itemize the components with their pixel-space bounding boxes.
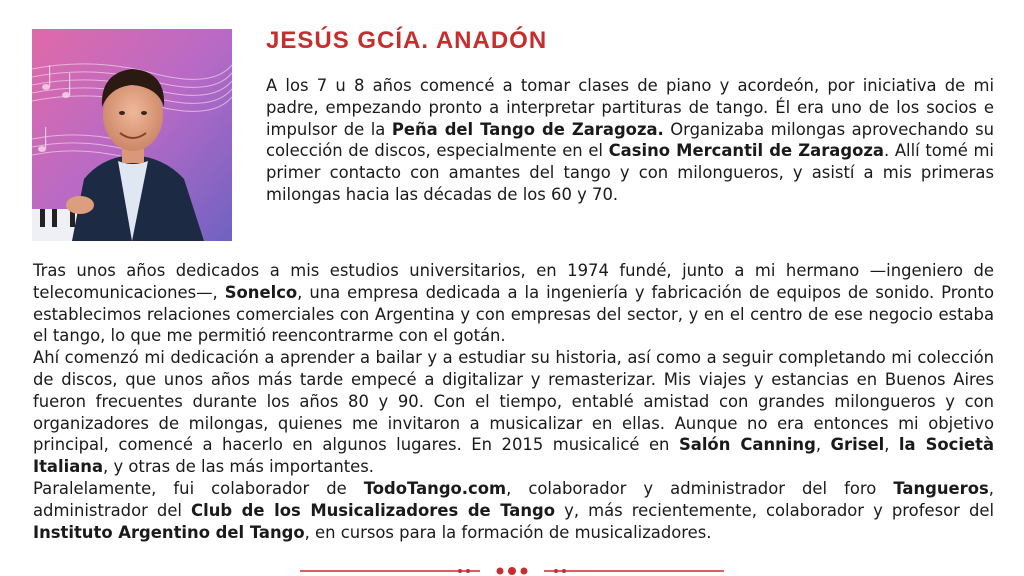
text-run: , administrador del [33,478,994,520]
bold-salon-canning: Salón Canning [678,435,816,455]
text-run: , una empresa dedicada a la ingeniería y fabricación de equipos de sonido. Pronto establecimos relaciones comerciales con Argentina y con empresas del sector, y en el centro de ese negocio estaba el tango, lo que me permitió reencontrarme con el gotán. [33,282,994,346]
bold-todotango: TodoTango.com [363,478,507,498]
text-run: , colaborador y administrador del foro [506,478,894,498]
text-run: Organizaba milongas aprovechando su colección de discos, especialmente en el [266,119,994,161]
bold-casino-mercantil: Casino Mercantil de Zaragoza [608,141,884,161]
bold-instituto-argentino: Instituto Argentino del Tango [33,522,305,542]
bottom-ornament [300,566,724,576]
text-run: , en cursos para la formación de musicalizadores. [304,522,712,542]
text-run: , y otras de las más importantes. [103,457,374,477]
text-run: , [815,435,831,455]
bold-pena-del-tango: Peña del Tango de Zaragoza. [391,119,664,139]
bold-societa-italiana: la Società Italiana [33,435,995,477]
author-name-heading: JESÚS GCÍA. ANADÓN [266,27,548,54]
text-run: Ahí comenzó mi dedicación a aprender a bailar y a estudiar su historia, así como a seguir completando mi colección de discos, que unos años más tarde empecé a digitalizar y remasterizar. Mis viajes y estancias en Buenos Aires fueron frecuentes durante los años 80 y 90. Con el tiempo, entablé amistad con grandes milongueros y con organizadores de milongas, quienes me invitaron a musicalizar en ellas. Aunque no era entonces mi objetivo principal, comencé a hacerlo en algunos lugares. En 2015 musicalicé en [33,348,994,455]
intro-paragraph [266,75,994,206]
bold-sonelco: Sonelco [224,282,298,302]
text-run: . Allí tomé mi primer contacto con amantes del tango y con milongueros, y asistí a mis primeras milongas hacia las décadas de los 60 y 70. [266,141,994,204]
bold-club-musicalizadores: Club de los Musicalizadores de Tango [191,500,556,520]
bold-tangueros: Tangueros [893,478,989,498]
biography-paragraph [33,260,994,543]
text-run: A los 7 u 8 años comencé a tomar clases de piano y acordeón, por iniciativa de mi padre, empezando pronto a interpretar partituras de tango. Él era uno de los socios e impulsor de la [266,76,994,139]
text-run: , [884,435,899,455]
text-run: Tras unos años dedicados a mis estudios universitarios, en 1974 fundé, junto a mi hermano —ingeniero de telecomunicaciones—, [33,261,994,302]
text-run: y, más recientemente, colaborador y profesor del [555,500,995,520]
bold-grisel: Grisel [830,435,885,455]
author-photo [32,29,232,241]
text-run: Paralelamente, fui colaborador de [33,478,364,498]
